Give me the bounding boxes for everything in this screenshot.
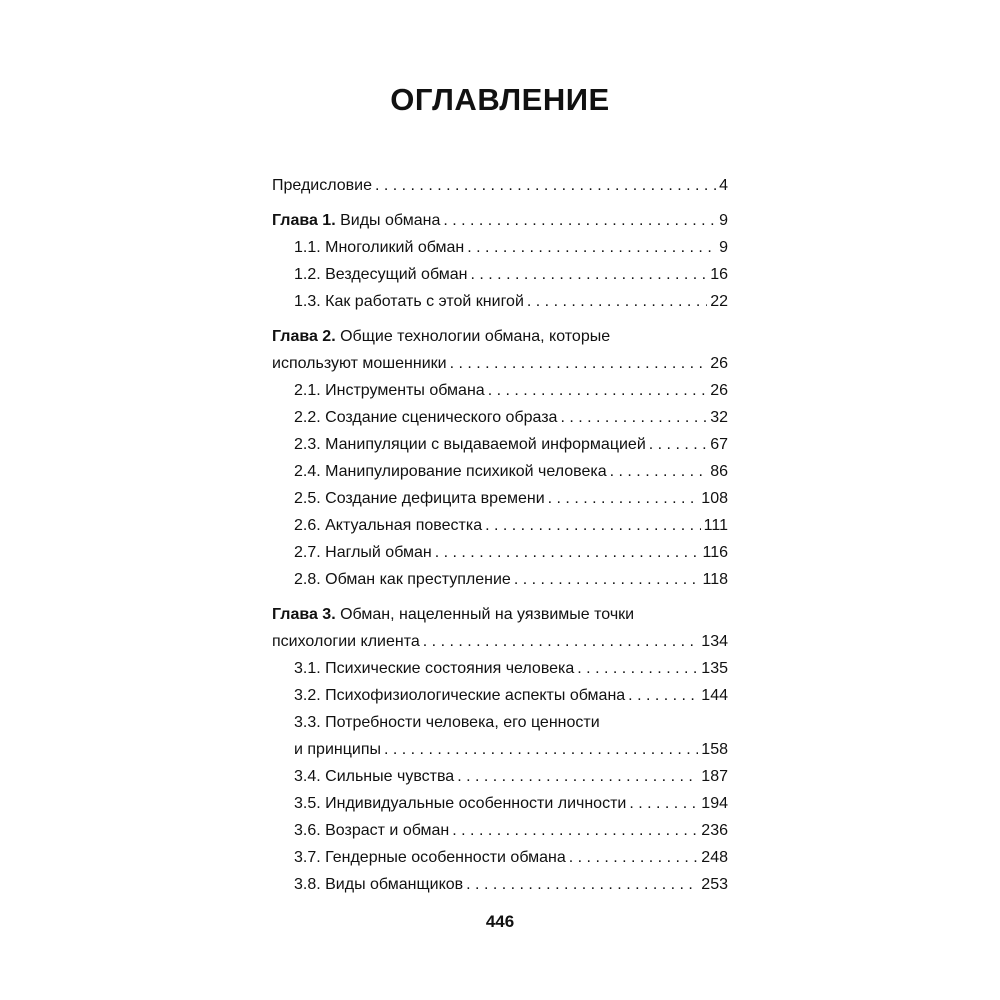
toc-section-label: 2.5. Создание дефицита времени [294,490,545,507]
toc-section [272,234,728,261]
dot-leader [452,817,698,844]
toc-section-label: 2.4. Манипулирование психикой человека [294,463,607,480]
toc-page-number: 9 [719,212,728,229]
chapter-title-line-1: Обман, нацеленный на уязвимые точки [340,606,635,623]
table-of-contents [272,172,728,898]
chapter-title-line-2: используют мошенники [272,355,447,372]
toc-section-label-line-1: 3.3. Потребности человека, его ценности [294,714,600,731]
page-title: ОГЛАВЛЕНИЕ [390,82,610,117]
toc-section [272,871,728,898]
toc-section-label: 2.3. Манипуляции с выдаваемой информацией [294,436,646,453]
toc-section [272,844,728,871]
dot-leader [514,566,700,593]
dot-leader [485,512,701,539]
toc-section-label: 2.1. Инструменты обмана [294,382,485,399]
toc-section-label: 3.4. Сильные чувства [294,768,455,785]
toc-entry-label: Предисловие [272,177,372,194]
dot-leader [457,763,698,790]
dot-leader [466,871,698,898]
chapter-title-line-2: психологии клиента [272,633,420,650]
toc-section [272,655,728,682]
chapter-prefix: Глава 2. [272,328,336,345]
toc-section-label: 2.2. Создание сценического образа [294,409,558,426]
dot-leader [569,844,699,871]
dot-leader [577,655,698,682]
toc-page-number: 16 [710,266,728,283]
dot-leader [423,628,699,655]
toc-section [272,539,728,566]
toc-page-number: 158 [701,741,728,758]
toc-page-number: 4 [719,177,728,194]
dot-leader [435,539,700,566]
dot-leader [443,207,716,234]
toc-chapter-2 [272,323,728,377]
toc-section-label: 3.8. Виды обманщиков [294,876,464,893]
toc-section [272,288,728,315]
toc-page-number: 194 [701,795,728,812]
toc-section [272,261,728,288]
dot-leader [527,288,707,315]
toc-page-number: 116 [702,544,728,561]
dot-leader [450,350,708,377]
toc-entry-preface [272,172,728,199]
chapter-prefix: Глава 1. [272,212,336,229]
dot-leader [467,234,716,261]
toc-section [272,566,728,593]
toc-section [272,377,728,404]
toc-page-number: 26 [710,355,728,372]
toc-page-number: 118 [702,571,728,588]
dot-leader [488,377,708,404]
toc-section-label: 3.1. Психические состояния человека [294,660,575,677]
toc-section-label: 3.7. Гендерные особенности обмана [294,849,566,866]
dot-leader [649,431,707,458]
toc-page-number: 86 [710,463,728,480]
toc-page-number: 135 [701,660,728,677]
toc-section [272,485,728,512]
toc-section [272,682,728,709]
toc-page-number: 236 [701,822,728,839]
toc-page-number: 108 [701,490,728,507]
toc-page-number: 111 [703,517,728,534]
toc-section-label-line-2: и принципы [294,741,381,758]
toc-section-label: 1.1. Многоликий обман [294,239,465,256]
dot-leader [629,790,698,817]
toc-page-number: 9 [719,239,728,256]
toc-section-label: 2.6. Актуальная повестка [294,517,483,534]
page-number: 446 [485,912,515,931]
dot-leader [375,172,716,199]
toc-section [272,763,728,790]
chapter-title-line-1: Общие технологии обмана, которые [340,328,611,345]
toc-page-number: 248 [701,849,728,866]
toc-section [272,512,728,539]
toc-page-number: 144 [701,687,728,704]
toc-page-number: 26 [710,382,728,399]
toc-section [272,709,728,763]
toc-page-number: 134 [701,633,728,650]
toc-section [272,790,728,817]
toc-page-number: 253 [701,876,728,893]
toc-section [272,817,728,844]
dot-leader [610,458,708,485]
dot-leader [471,261,708,288]
toc-section-label: 1.2. Вездесущий обман [294,266,468,283]
toc-section [272,458,728,485]
dot-leader [560,404,707,431]
chapter-prefix: Глава 3. [272,606,336,623]
toc-page-number: 32 [710,409,728,426]
toc-chapter-1 [272,207,728,234]
dot-leader [548,485,699,512]
dot-leader [628,682,698,709]
toc-section-label: 3.6. Возраст и обман [294,822,450,839]
toc-section-label: 3.5. Индивидуальные особенности личности [294,795,627,812]
toc-page-number: 187 [701,768,728,785]
toc-section-label: 1.3. Как работать с этой книгой [294,293,524,310]
chapter-title: Виды обмана [340,212,441,229]
toc-section-label: 2.7. Наглый обман [294,544,432,561]
toc-section-label: 2.8. Обман как преступление [294,571,511,588]
toc-page-number: 67 [710,436,728,453]
toc-chapter-3 [272,601,728,655]
toc-page-number: 22 [710,293,728,310]
toc-section-label: 3.2. Психофизиологические аспекты обмана [294,687,626,704]
dot-leader [384,736,698,763]
toc-section [272,404,728,431]
toc-section [272,431,728,458]
